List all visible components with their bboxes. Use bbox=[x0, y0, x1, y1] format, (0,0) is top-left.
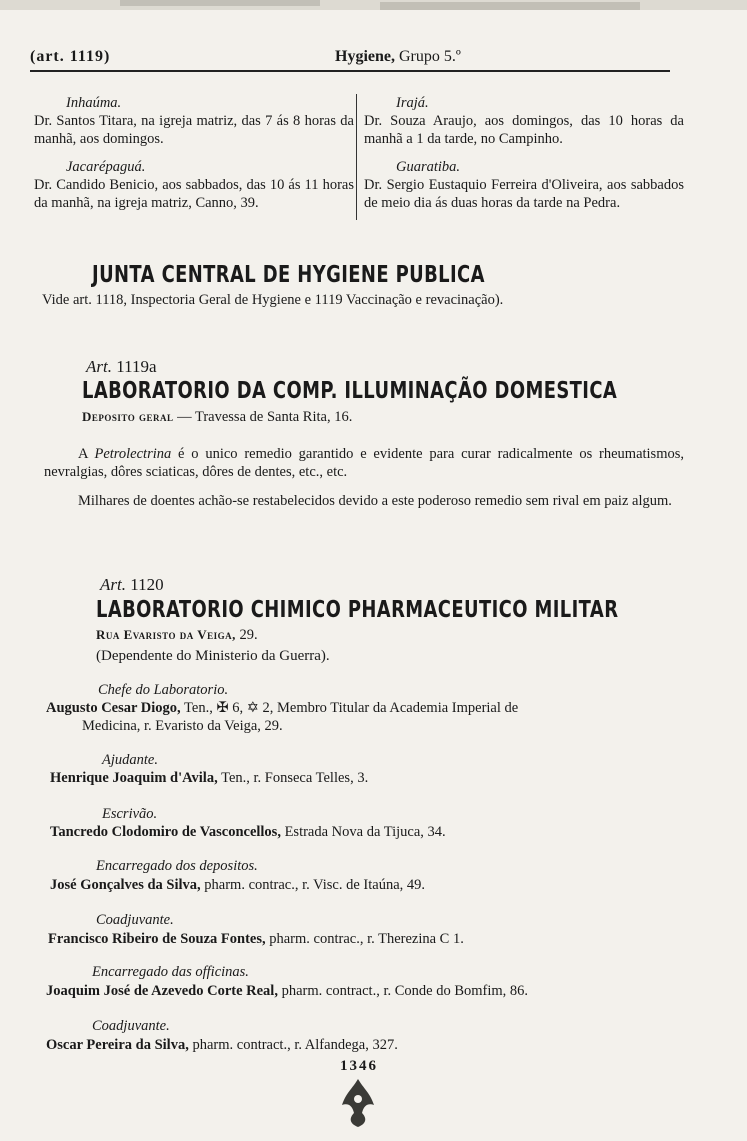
entry-text: Dr. Sergio Eustaquio Ferreira d'Oliveira, aos sabbados de meio dia ás duas horas da tarde na Pedra. bbox=[364, 177, 684, 211]
running-header bbox=[30, 48, 690, 70]
staff-details: pharm. contract., r. Alfandega, 327. bbox=[192, 1037, 398, 1053]
staff-role: Ajudante. bbox=[102, 752, 158, 768]
article-1120-title: LABORATORIO CHIMICO PHARMACEUTICO MILITAR bbox=[96, 597, 619, 623]
column-divider bbox=[356, 94, 357, 220]
staff-role: Coadjuvante. bbox=[96, 912, 174, 928]
staff-role: Coadjuvante. bbox=[92, 1018, 170, 1034]
staff-entry bbox=[50, 769, 368, 787]
staff-details: pharm. contract., r. Conde do Bomfim, 86. bbox=[281, 983, 529, 999]
entry-text: Dr. Santos Titara, na igreja matriz, das 7 ás 8 horas da manhã, aos domingos. bbox=[34, 113, 354, 147]
printer-ornament-icon bbox=[328, 1075, 388, 1130]
scan-noise-band bbox=[0, 0, 747, 24]
street-number: 29. bbox=[239, 627, 258, 643]
staff-entry bbox=[50, 876, 425, 894]
staff-role: Chefe do Laboratorio. bbox=[98, 682, 229, 698]
deposit-address: — Travessa de Santa Rita, 16. bbox=[177, 409, 353, 425]
article-1119a-title: LABORATORIO DA COMP. ILLUMINAÇÃO DOMESTICA bbox=[82, 378, 618, 404]
place-name: Inhaúma. bbox=[66, 95, 122, 111]
staff-entry bbox=[46, 1036, 398, 1054]
street-name: Rua Evaristo da Veiga, bbox=[96, 627, 236, 642]
art-number: 1120 bbox=[130, 575, 164, 594]
entry-text: Dr. Candido Benicio, aos sabbados, das 10 ás 11 horas da manhã, na igreja matriz, Canno, 39. bbox=[34, 177, 354, 211]
header-section-title: Hygiene, bbox=[335, 48, 395, 65]
art-number: 1119a bbox=[116, 357, 157, 376]
article-1119a-label bbox=[86, 357, 157, 377]
staff-details: Ten., ✠ 6, ✡ 2, Membro Titular da Academia Imperial de bbox=[184, 700, 519, 716]
column-entry bbox=[364, 158, 684, 212]
column-entry bbox=[364, 94, 684, 148]
page-number: 1346 bbox=[340, 1058, 378, 1074]
junta-title: JUNTA CENTRAL DE HYGIENE PUBLICA bbox=[92, 262, 485, 288]
staff-entry bbox=[50, 823, 446, 841]
entry-text: Dr. Souza Araujo, aos domingos, das 10 horas da manhã a 1 da tarde, no Campinho. bbox=[364, 113, 684, 147]
staff-entry bbox=[46, 699, 518, 735]
staff-entry bbox=[46, 982, 528, 1000]
dependency-note: (Dependente do Ministerio da Guerra). bbox=[96, 648, 330, 664]
staff-details: Estrada Nova da Tijuca, 34. bbox=[284, 824, 446, 840]
staff-details: pharm. contrac., r. Therezina C 1. bbox=[269, 931, 464, 947]
petrolectrina-paragraph bbox=[44, 445, 684, 481]
staff-details: pharm. contrac., r. Visc. de Itaúna, 49. bbox=[204, 877, 426, 893]
staff-name: Joaquim José de Azevedo Corte Real, bbox=[46, 983, 278, 999]
staff-name: José Gonçalves da Silva, bbox=[50, 877, 201, 893]
staff-name: Henrique Joaquim d'Avila, bbox=[50, 770, 218, 786]
product-name: Petrolectrina bbox=[94, 446, 172, 462]
place-name: Jacarépaguá. bbox=[66, 159, 146, 175]
place-name: Irajá. bbox=[396, 95, 429, 111]
staff-role: Escrivão. bbox=[102, 806, 158, 822]
testimonial-paragraph: Milhares de doentes achão-se restabelecidos devido a este poderoso remedio sem rival em paiz algum. bbox=[78, 493, 672, 509]
para-lead: A bbox=[78, 446, 88, 462]
column-entry bbox=[34, 94, 354, 148]
header-section bbox=[335, 48, 461, 66]
staff-role: Encarregado dos depositos. bbox=[96, 858, 258, 874]
staff-name: Augusto Cesar Diogo, bbox=[46, 700, 181, 716]
top-two-column-block bbox=[34, 94, 684, 224]
article-1120-label bbox=[100, 575, 164, 595]
right-column bbox=[364, 94, 684, 222]
staff-entry bbox=[48, 930, 464, 948]
left-column bbox=[34, 94, 354, 222]
deposit-label: Deposito geral bbox=[82, 409, 174, 424]
place-name: Guaratiba. bbox=[396, 159, 461, 175]
street-line bbox=[96, 627, 258, 644]
art-word: Art. bbox=[86, 357, 112, 376]
staff-details: Ten., r. Fonseca Telles, 3. bbox=[221, 770, 369, 786]
staff-name: Oscar Pereira da Silva, bbox=[46, 1037, 189, 1053]
header-rule bbox=[30, 70, 670, 72]
staff-details-cont: Medicina, r. Evaristo da Veiga, 29. bbox=[82, 718, 283, 734]
header-article-ref: (art. 1119) bbox=[30, 48, 111, 65]
junta-note: Vide art. 1118, Inspectoria Geral de Hygiene e 1119 Vaccinação e revacinação). bbox=[42, 292, 504, 308]
staff-name: Francisco Ribeiro de Souza Fontes, bbox=[48, 931, 266, 947]
para-body: é o unico remedio garantido e evidente para curar radicalmente os rheumatismos, nevralgias, dôres sciaticas, dôres de dentes, etc., etc. bbox=[44, 446, 684, 480]
column-entry bbox=[34, 158, 354, 212]
art-word: Art. bbox=[100, 575, 126, 594]
deposit-line bbox=[82, 409, 352, 426]
staff-role: Encarregado das officinas. bbox=[92, 964, 249, 980]
header-group: Grupo 5.º bbox=[399, 48, 461, 65]
staff-name: Tancredo Clodomiro de Vasconcellos, bbox=[50, 824, 281, 840]
